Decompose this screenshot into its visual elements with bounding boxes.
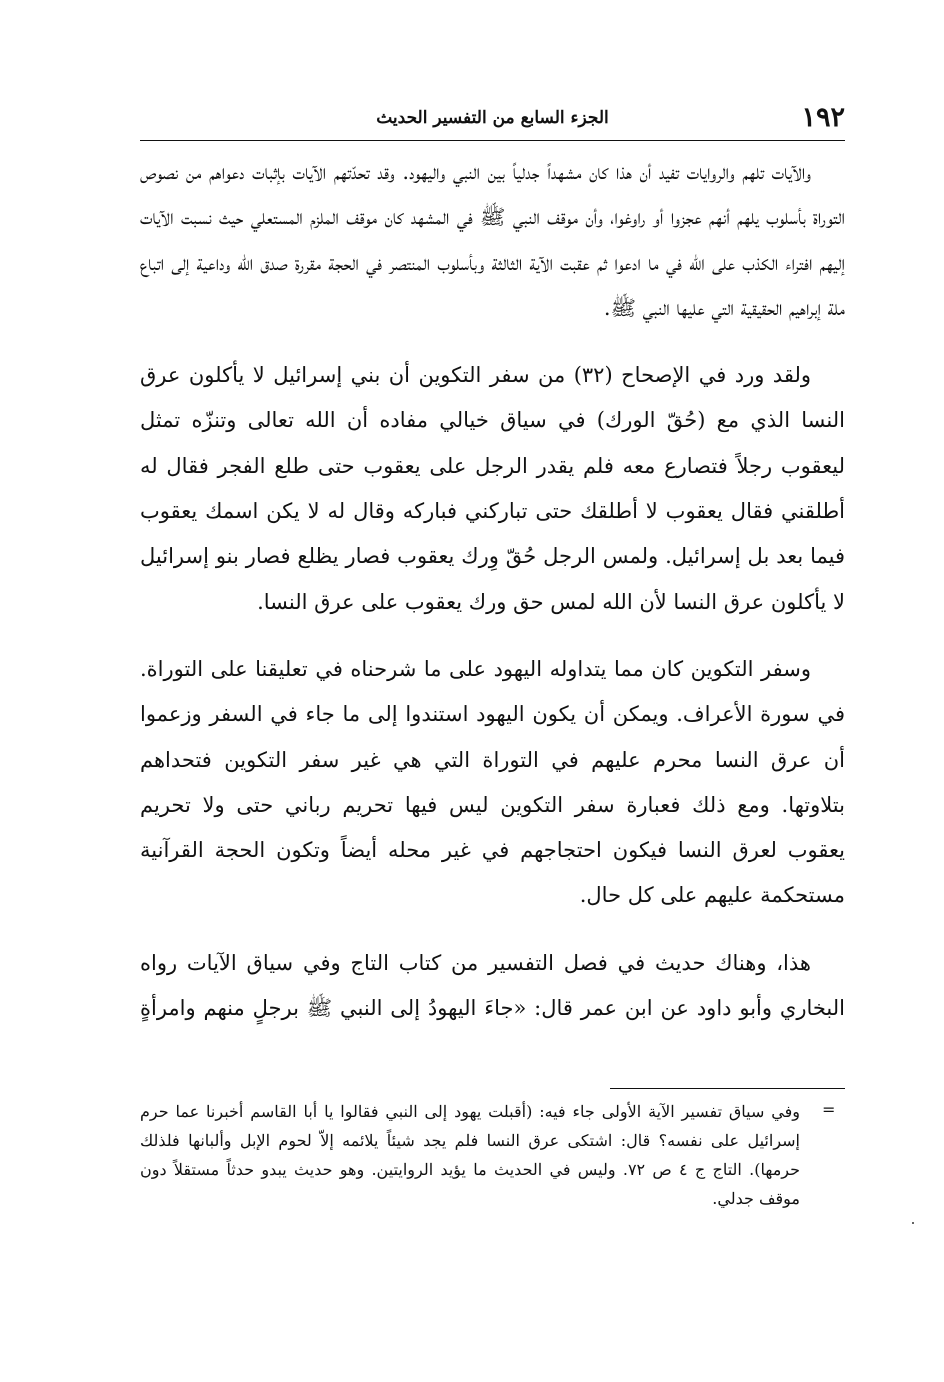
footnote-continuation-marker: = (822, 1100, 836, 1119)
running-title: الجزء السابع من التفسير الحديث (376, 108, 609, 128)
footnote: وفي سياق تفسير الآية الأولى جاء فيه: (أقبلت يهود إلى النبي فقالوا يا أبا القاسم أخبرنا عما حرم إسرائيل على نفسه؟ قال: اشتكى عرق النسا فلم يجد شيئاً يلائمه إلاّ لحوم الإبل وألبانها فلذلك حرمها). التاج ج ٤ ص ٧٢. وليس في الحديث ما يؤيد الروايتين. وهو حديث يبدو حدثاً مستقلاً دون موقف جدلي. (140, 1102, 801, 1208)
paragraph: هذا، وهناك حديث في فصل التفسير من كتاب التاج وفي سياق الآيات رواه البخاري وأبو داود عن ابن عمر قال: «جاءَ اليهودُ إلى النبي ﷺ برجلٍ منهم وامرأةٍ (140, 950, 845, 1021)
page-number: ١٩٢ (801, 102, 845, 133)
main-text (140, 150, 845, 1031)
page-header (140, 100, 845, 141)
scan-speck (912, 1222, 914, 1224)
paragraph: ولقد ورد في الإصحاح (٣٢) من سفر التكوين أن بني إسرائيل لا يأكلون عرق النسا الذي مع (حُقّ الورك) في سياق خيالي مفاده أن الله تعالى وتنزّه تمثل ليعقوب رجلاً فتصارع معه فلم يقدر الرجل على يعقوب حتى طلع الفجر فقال له أطلقني فقال يعقوب لا أطلقك حتى تباركني فباركه وقال له لا يكن اسمك يعقوب فيما بعد بل إسرائيل. ولمس الرجل حُقّ وِرك يعقوب فصار يظلع فصار بنو إسرائيل لا يأكلون عرق النسا لأن الله لمس حق ورك يعقوب على عرق النسا. (140, 363, 845, 614)
paragraph: والآيات تلهم والروايات تفيد أن هذا كان مشهداً جدلياً بين النبي واليهود. وقد تحدّتهم الآيات بإثبات دعواهم من نصوص التوراة بأسلوب يلهم أنهم عجزوا أو راوغوا، وأن موقف النبي ﷺ في المشهد كان موقف الملزم المستعلي حيث نسبت الآيات إليهم افتراء الكذب على الله في ما ادعوا ثم عقبت الآية الثالثة وبأسلوب المنتصر في الحجة مقررة صدق الله وداعية إلى اتباع ملة إبراهيم الحقيقية التي عليها النبي ﷺ. (140, 160, 845, 320)
footnote-separator (610, 1088, 845, 1089)
paragraph: وسفر التكوين كان مما يتداوله اليهود على ما شرحناه في تعليقنا على التوراة. في سورة الأعراف. ويمكن أن يكون اليهود استندوا إلى ما جاء في السفر وزعموا أن عرق النسا محرم عليهم في التوراة التي هي غير سفر التكوين فتحداهم بتلاوتها. ومع ذلك فعبارة سفر التكوين ليس فيها تحريم رباني حتى ولا تحريم يعقوب لعرق النسا فيكون احتجاجهم في غير محله أيضاً وتكون الحجة القرآنية مستحكمة عليهم على كل حال. (140, 656, 845, 908)
